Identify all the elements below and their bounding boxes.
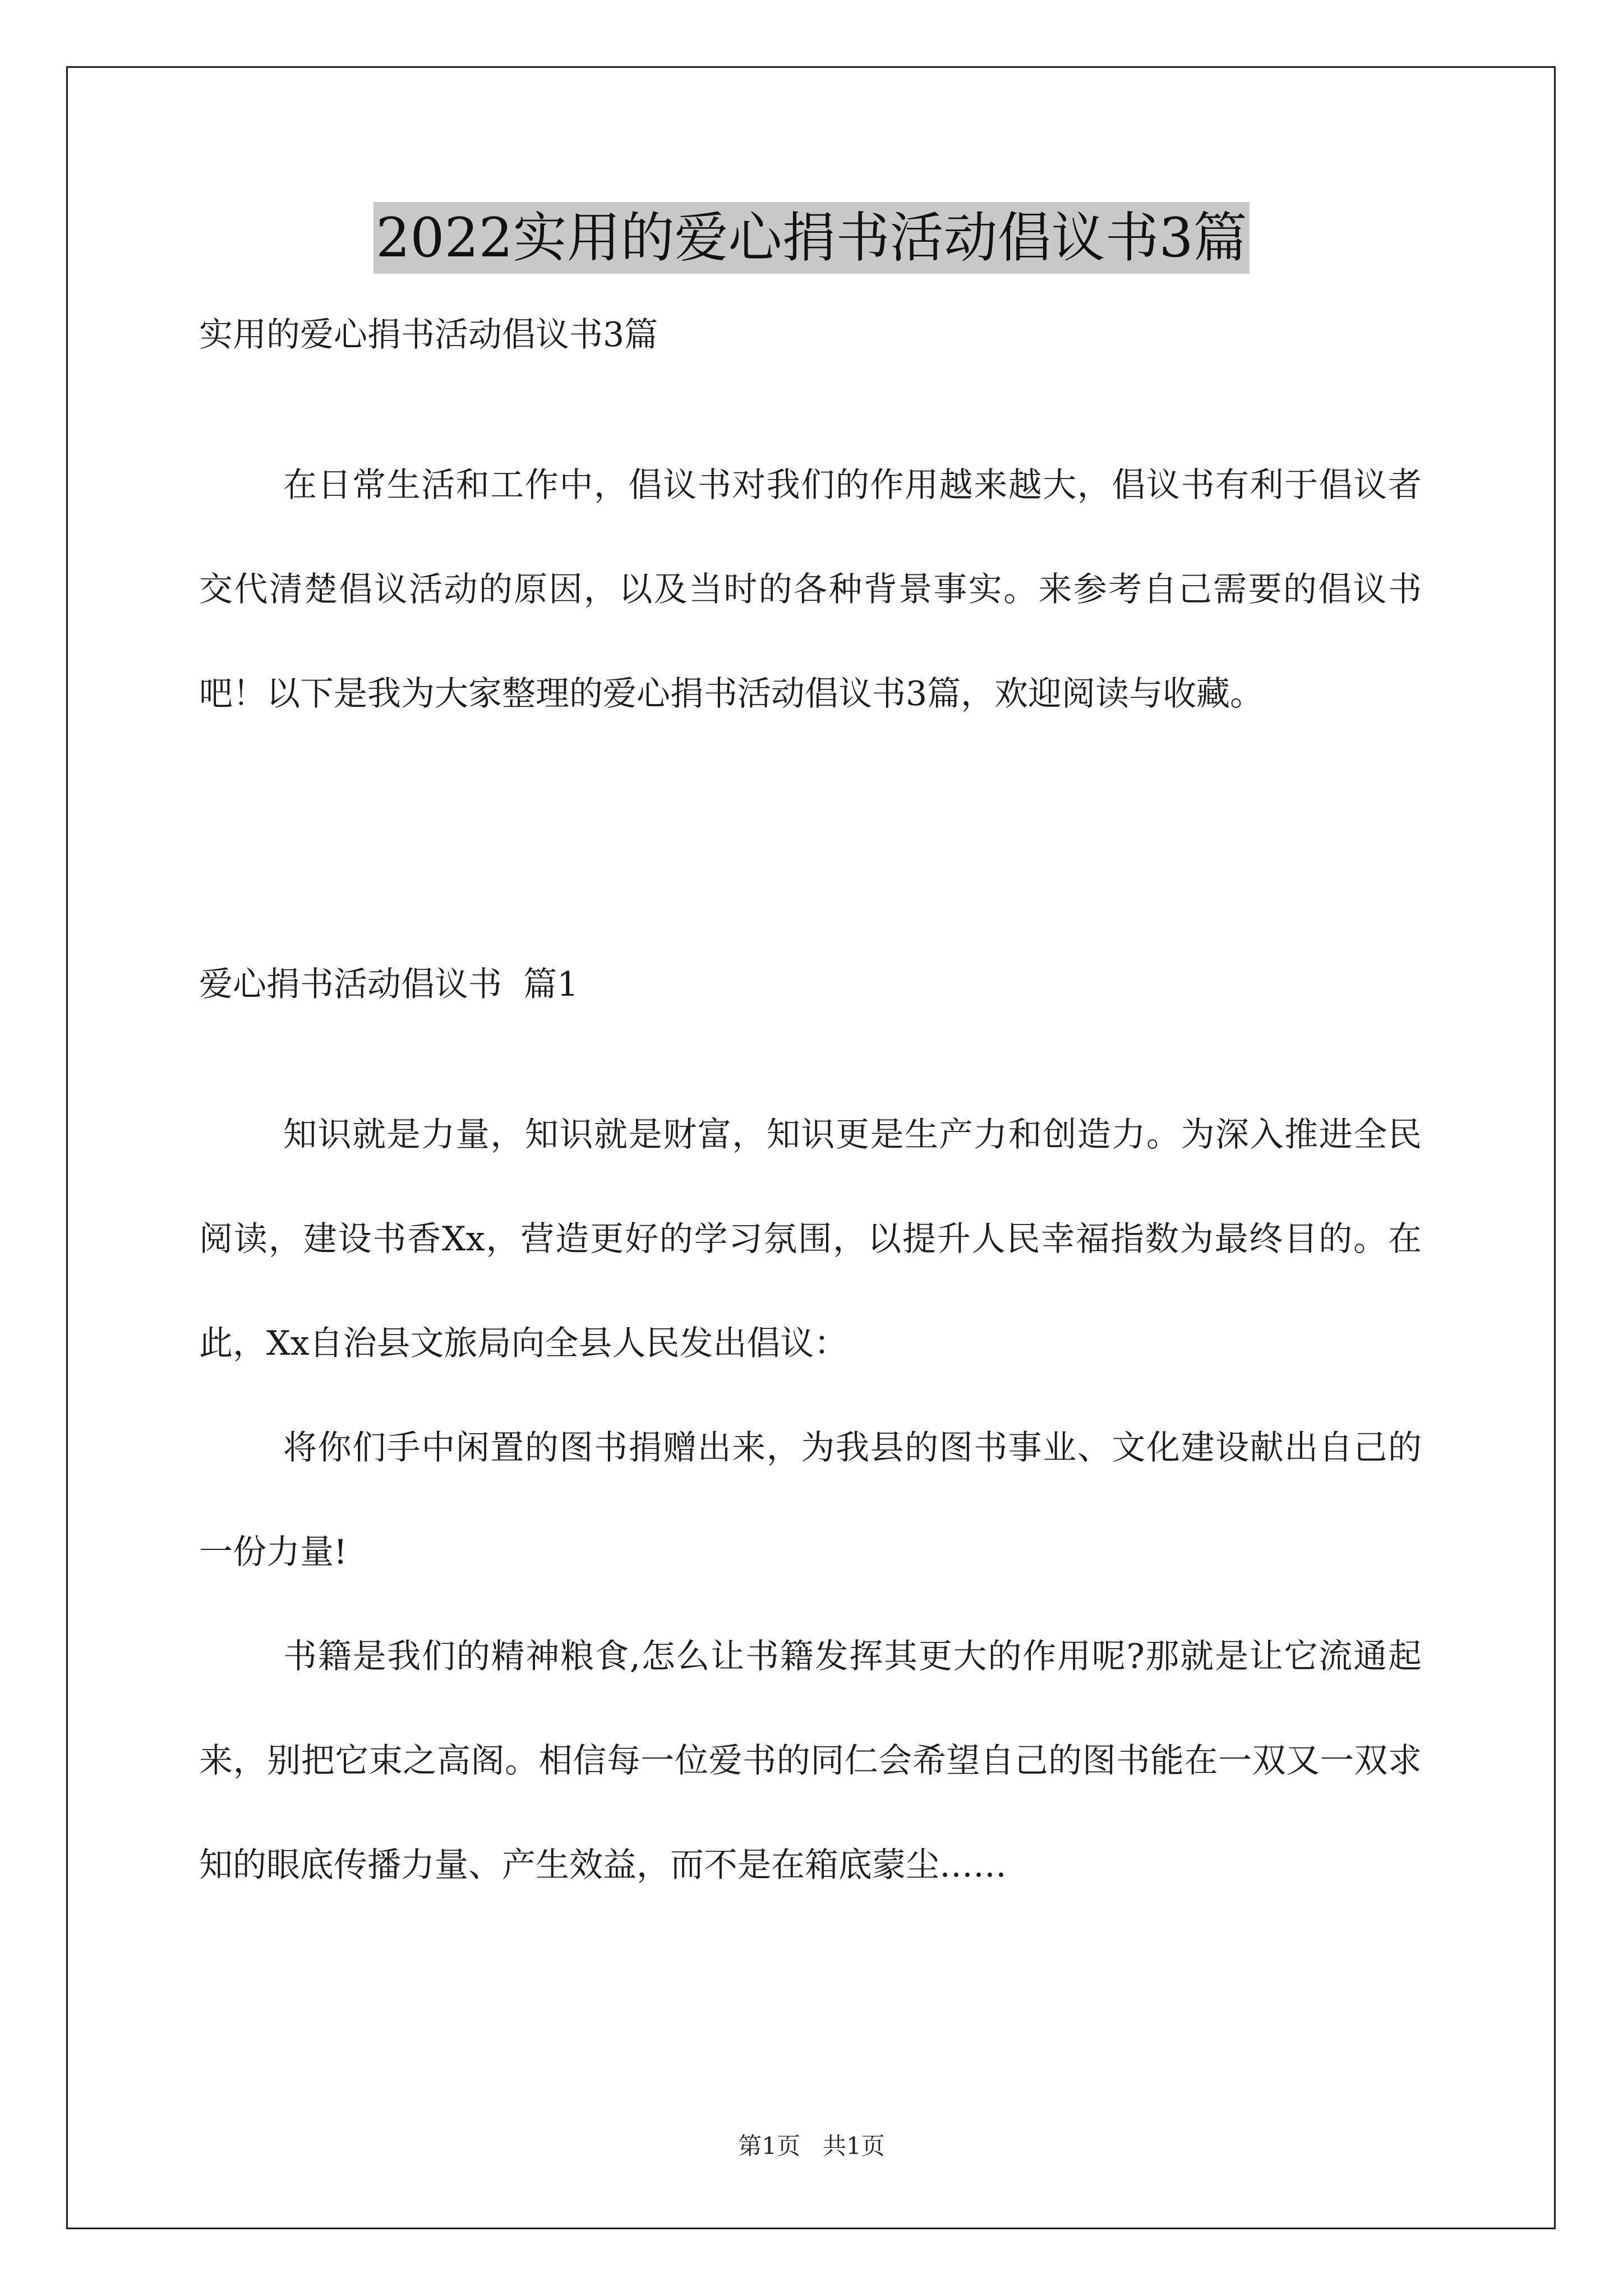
body-paragraph: 将你们手中闲置的图书捐赠出来，为我县的图书事业、文化建设献出自己的一份力量! bbox=[199, 1428, 1422, 1572]
body-paragraph: 书籍是我们的精神粮食,怎么让书籍发挥其更大的作用呢?那就是让它流通起来，别把它束之高阁。相信每一位爱书的同仁会希望自己的图书能在一双又一双求知的眼底传播力量、产生效益，而不是在箱底蒙尘…… bbox=[199, 1637, 1422, 1885]
page-footer: 第1页 共1页 bbox=[738, 2132, 885, 2160]
section-heading: 爱心捐书活动倡议书 篇1 bbox=[199, 965, 579, 1004]
document-subtitle: 实用的爱心捐书活动倡议书3篇 bbox=[199, 315, 658, 355]
intro-paragraph: 在日常生活和工作中，倡议书对我们的作用越来越大，倡议书有利于倡议者交代清楚倡议活动的原因，以及当时的各种背景事实。来参考自己需要的倡议书吧！以下是我为大家整理的爱心捐书活动倡议书3篇，欢迎阅读与收藏。 bbox=[199, 466, 1422, 714]
title-container bbox=[0, 202, 1623, 274]
document-title: 2022实用的爱心捐书活动倡议书3篇 bbox=[374, 202, 1249, 274]
body-paragraph: 知识就是力量，知识就是财富，知识更是生产力和创造力。为深入推进全民阅读，建设书香Xx，营造更好的学习氛围，以提升人民幸福指数为最终目的。在此，Xx自治县文旅局向全县人民发出倡议： bbox=[199, 1115, 1422, 1363]
